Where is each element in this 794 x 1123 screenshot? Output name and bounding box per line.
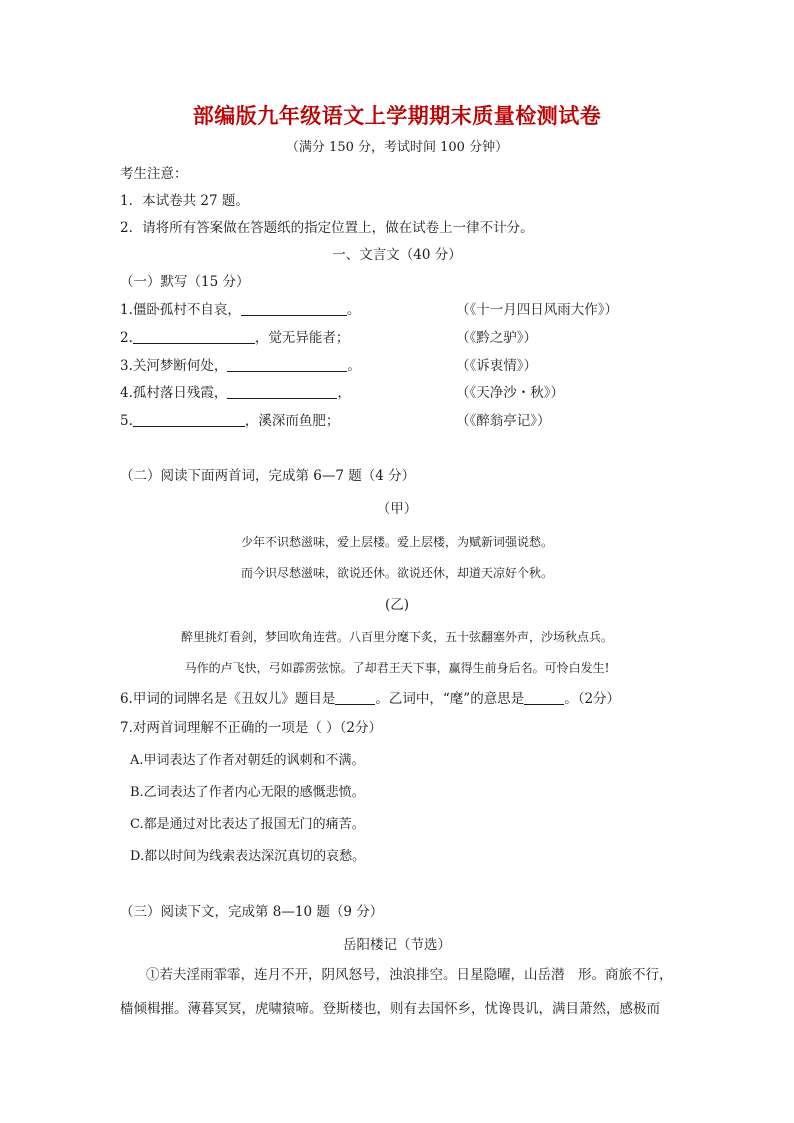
question-text: 2. <box>120 330 133 346</box>
poem-a-label: （甲） <box>376 501 418 517</box>
notice-item-2: 2．请将所有答案做在答题纸的指定位置上，做在试卷上一律不计分。 <box>120 220 534 236</box>
fill-question-1 <box>120 300 360 320</box>
passage-line-1: ①若夫淫雨霏霏，连月不开，阴风怒号，浊浪排空。日星隐曜，山岳潜 形。商旅不行， <box>146 967 673 983</box>
part3-heading: （三）阅读下文，完成第 8—10 题（9 分） <box>120 904 384 920</box>
fill-question-3 <box>120 356 361 376</box>
option-b: B.乙词表达了作者内心无限的感慨悲愤。 <box>130 785 365 800</box>
question-source: （《天净沙・秋》） <box>456 385 564 401</box>
question-7-stem: 7.对两首词理解不正确的一项是（ ）（2分） <box>120 720 383 736</box>
question-text: 。 <box>347 358 361 374</box>
question-text: 。 <box>346 302 361 318</box>
question-source: （《十一月四日风雨大作》） <box>456 302 618 318</box>
answer-blank <box>335 690 375 705</box>
part1-heading: （一）默写（15 分） <box>120 274 250 290</box>
passage-title: 岳阳楼记（节选） <box>343 937 451 953</box>
answer-blank <box>241 301 347 316</box>
poem-b-line-1: 醉里挑灯看剑，梦回吹角连营。八百里分麾下炙，五十弦翻塞外声，沙场秋点兵。 <box>180 630 613 644</box>
fill-question-4 <box>120 383 351 403</box>
answer-blank <box>524 690 564 705</box>
question-text: 4.孤村落日残霞， <box>120 385 228 401</box>
question-text: ， <box>337 385 351 401</box>
question-text: 6.甲词的词牌名是《丑奴儿》题目是 <box>120 691 336 707</box>
option-d: D.都以时间为线索表达深沉真切的哀愁。 <box>130 849 366 864</box>
poem-b-label: (乙) <box>384 597 410 613</box>
question-text: 1.僵卧孤村不自哀， <box>120 302 241 318</box>
option-a: A.甲词表达了作者对朝廷的讽刺和不满。 <box>130 753 365 768</box>
passage-line-2: 樯倾楫摧。薄暮冥冥，虎啸猿啼。登斯楼也，则有去国怀乡，忧谗畏讥，满目萧然，感极而 <box>120 1001 660 1017</box>
question-text: 3.关河梦断何处， <box>120 358 228 374</box>
part2-heading: （二）阅读下面两首词，完成第 6—7 题（4 分） <box>120 468 416 484</box>
fill-question-2 <box>120 328 349 348</box>
option-c: C.都是通过对比表达了报国无门的痛苦。 <box>130 817 365 832</box>
exam-title: 部编版九年级语文上学期期末质量检测试卷 <box>192 104 602 128</box>
exam-subtitle: （满分 150 分，考试时间 100 分钟） <box>285 140 509 155</box>
section-title: 一、文言文（40 分） <box>332 247 462 263</box>
question-text: 。（2分） <box>564 691 621 707</box>
fill-question-5 <box>120 411 339 431</box>
question-source: （《醉翁亭记》） <box>456 413 551 429</box>
answer-blank <box>133 329 255 344</box>
question-text: 5. <box>120 413 133 429</box>
question-6 <box>120 689 620 709</box>
answer-blank <box>227 357 347 372</box>
poem-a-line-1: 少年不识愁滋味，爱上层楼。爱上层楼，为赋新词强说愁。 <box>240 535 553 549</box>
poem-a-line-2: 而今识尽愁滋味，欲说还休。欲说还休，却道天凉好个秋。 <box>240 566 553 580</box>
question-text: 。乙词中，“麾”的意思是 <box>375 691 525 707</box>
notice-item-1: 1．本试卷共 27 题。 <box>120 193 249 209</box>
question-source: （《诉衷情》） <box>456 358 537 374</box>
question-text: ，溪深而鱼肥； <box>244 413 340 429</box>
poem-b-line-2: 马作的卢飞快，弓如霹雳弦惊。了却君王天下事，赢得生前身后名。可怜白发生! <box>184 661 610 675</box>
answer-blank <box>227 384 337 399</box>
question-text: ，觉无异能者； <box>254 330 350 346</box>
question-source: （《黔之驴》） <box>456 330 537 346</box>
notice-heading: 考生注意： <box>120 166 188 182</box>
answer-blank <box>133 412 245 427</box>
